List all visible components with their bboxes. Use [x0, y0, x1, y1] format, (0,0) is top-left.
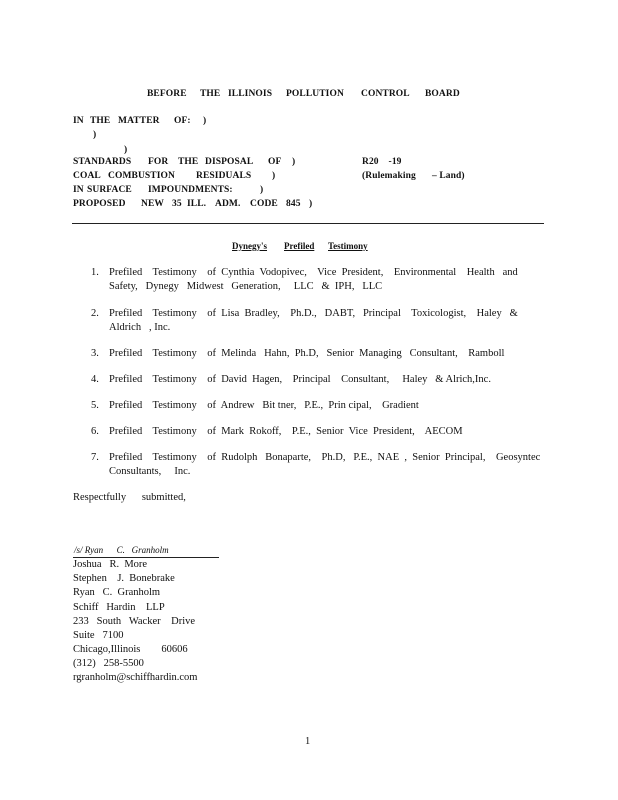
matter-paren-2: ) [93, 130, 97, 140]
matter-coal: COAL [73, 171, 101, 181]
matter-845: 845 [286, 199, 301, 209]
matter-paren-7: ) [309, 199, 313, 209]
caption-divider [72, 223, 544, 224]
matter-new: NEW [141, 199, 164, 209]
matter-disposal: DISPOSAL [205, 157, 254, 167]
item-number: 5. [91, 400, 99, 411]
item-text-line1: Prefiled Testimony of Andrew Bit tner, P.E., Prin cipal, Gradient [109, 400, 419, 411]
item-text-line1: Prefiled Testimony of Lisa Bradley, Ph.D., DABT, Principal Toxicologist, Haley & [109, 308, 518, 319]
caption-control: CONTROL [361, 89, 410, 99]
item-number: 7. [91, 452, 99, 463]
caption-the: THE [200, 89, 221, 99]
item-number: 3. [91, 348, 99, 359]
signature-line-text: Schiff Hardin LLP [73, 602, 165, 613]
matter-of-2: OF [268, 157, 282, 167]
matter-combustion: COMBUSTION [108, 171, 175, 181]
matter-the: THE [90, 116, 111, 126]
matter-in: IN [73, 116, 84, 126]
signature-line-text: 233 South Wacker Drive [73, 616, 196, 627]
item-text-line2: Safety, Dynegy Midwest Generation, LLC & IPH, LLC [109, 281, 383, 292]
matter-surface: SURFACE [87, 185, 132, 195]
matter-paren-4: ) [292, 157, 296, 167]
matter-standards: STANDARDS [73, 157, 132, 167]
item-text-line2: Aldrich , Inc. [109, 322, 171, 333]
matter-residuals: RESIDUALS [196, 171, 252, 181]
caption-pollution: POLLUTION [286, 89, 344, 99]
matter-paren-1: ) [203, 116, 207, 126]
rulemaking-land: – Land) [432, 171, 465, 181]
page-number: 1 [305, 736, 311, 747]
matter-paren-6: ) [260, 185, 264, 195]
title-dynegys: Dynegy's [232, 241, 268, 251]
caption-illinois: ILLINOIS [228, 89, 273, 99]
item-number: 1. [91, 267, 99, 278]
matter-paren-5: ) [272, 171, 276, 181]
item-number: 4. [91, 374, 99, 385]
matter-adm: ADM. [215, 199, 241, 209]
signature-line-text: Ryan C. Granholm [73, 587, 161, 598]
matter-the-2: THE [178, 157, 199, 167]
caption-before: BEFORE [147, 89, 187, 99]
matter-of: OF: [174, 116, 191, 126]
matter-in-2: IN [73, 185, 84, 195]
item-text-line1: Prefiled Testimony of Rudolph Bonaparte, Ph.D, P.E., NAE , Senior Principal, Geosyntec [109, 452, 541, 463]
matter-ill: ILL. [187, 199, 207, 209]
matter-code: CODE [250, 199, 278, 209]
signature-line-text: Suite 7100 [73, 630, 124, 641]
electronic-signature: /s/ Ryan C. Granholm [74, 545, 169, 555]
matter-paren-3: ) [124, 145, 128, 155]
matter-matter: MATTER [118, 116, 160, 126]
caption-board: BOARD [425, 89, 460, 99]
signature-line-text: Stephen J. Bonebrake [73, 573, 175, 584]
item-text-line1: Prefiled Testimony of Mark Rokoff, P.E., Senior Vice President, AECOM [109, 426, 463, 437]
signature-line-text: Chicago,Illinois 60606 [73, 644, 188, 655]
signature-line-text: Joshua R. More [73, 559, 148, 570]
item-number: 6. [91, 426, 99, 437]
matter-impoundments: IMPOUNDMENTS: [148, 185, 233, 195]
item-number: 2. [91, 308, 99, 319]
rulemaking-label: (Rulemaking [362, 171, 416, 181]
closing-text: Respectfully submitted, [73, 492, 186, 503]
item-text-line1: Prefiled Testimony of Melinda Hahn, Ph.D, Senior Managing Consultant, Ramboll [109, 348, 505, 359]
item-text-line1: Prefiled Testimony of David Hagen, Principal Consultant, Haley & Alrich,Inc. [109, 374, 491, 385]
matter-for: FOR [148, 157, 169, 167]
matter-proposed: PROPOSED [73, 199, 126, 209]
title-prefiled: Prefiled [284, 241, 315, 251]
title-testimony: Testimony [328, 241, 368, 251]
signature-email: rgranholm@schiffhardin.com [73, 672, 198, 683]
item-text-line2: Consultants, Inc. [109, 466, 191, 477]
signature-line-text: (312) 258-5500 [73, 658, 144, 669]
item-text-line1: Prefiled Testimony of Cynthia Vodopivec, Vice President, Environmental Health and [109, 267, 518, 278]
matter-35: 35 [172, 199, 182, 209]
docket-number: R20 -19 [362, 157, 402, 167]
